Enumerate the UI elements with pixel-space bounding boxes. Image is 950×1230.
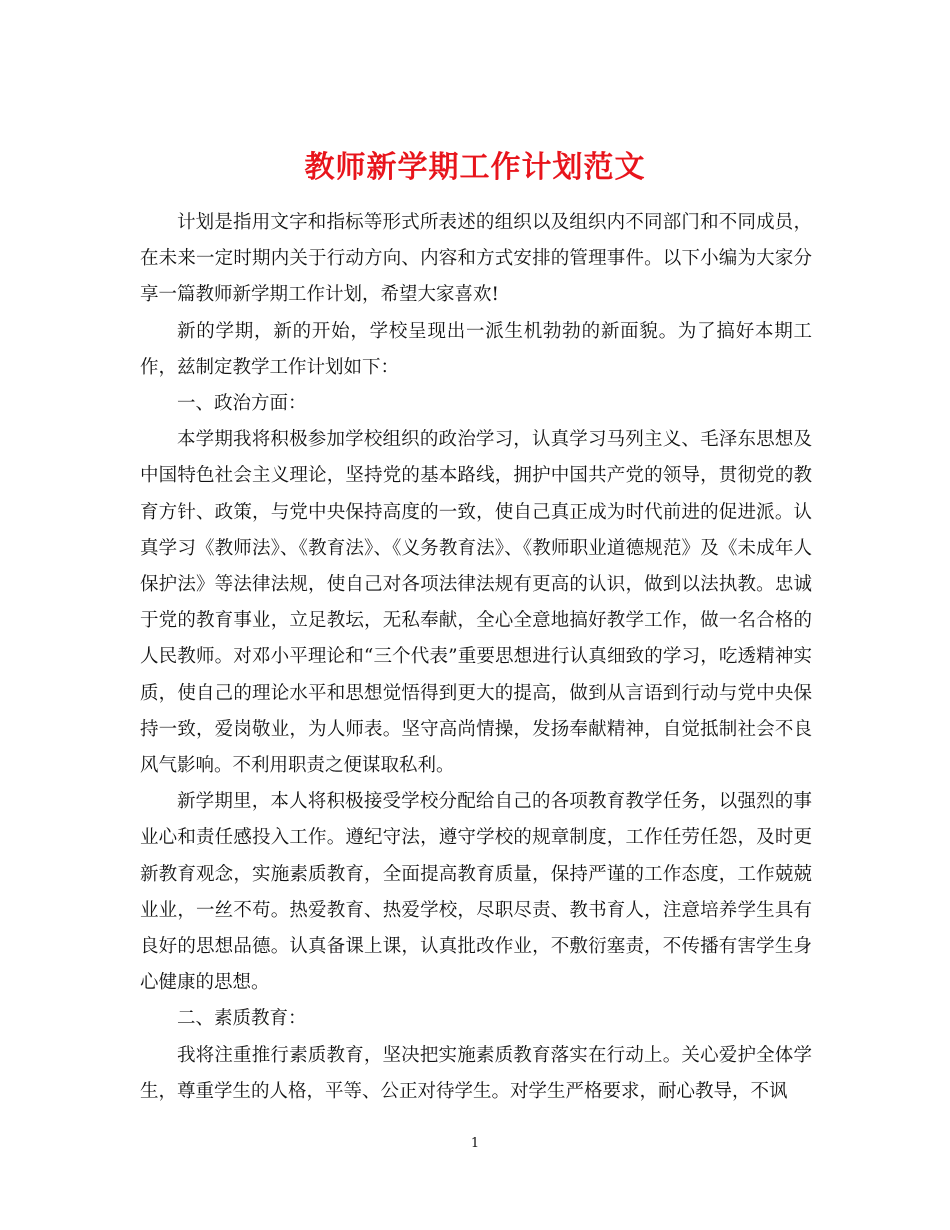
page-title: 教师新学期工作计划范文 xyxy=(304,150,646,186)
document-body xyxy=(140,205,812,1110)
paragraph-politics: 本学期我将积极参加学校组织的政治学习，认真学习马列主义、毛泽东思想及中国特色社会主义理论，坚持党的基本路线，拥护中国共产党的领导，贯彻党的教育方针、政策，与党中央保持高度的一致，使自己真正成为时代前进的促进派。认真学习《教师法》、《教育法》、《义务教育法》、《教师职业道德规范》及《未成年人保护法》等法律法规，使自己对各项法律法规有更高的认识，做到以法执教。忠诚于党的教育事业，立足教坛，无私奉献，全心全意地搞好教学工作，做一名合格的人民教师。对邓小平理论和“三个代表”重要思想进行认真细致的学习，吃透精神实质，使自己的理论水平和思想觉悟得到更大的提高，做到从言语到行动与党中央保持一致，爱岗敬业，为人师表。坚守高尚情操，发扬奉献精神，自觉抵制社会不良风气影响。不利用职责之便谋取私利。 xyxy=(140,429,812,777)
paragraph-quality-education: 我将注重推行素质教育，坚决把实施素质教育落实在行动上。关心爱护全体学生，尊重学生的人格，平等、公正对待学生。对学生严格要求，耐心教导，不讽 xyxy=(140,1044,812,1102)
paragraph-new-semester: 新的学期，新的开始，学校呈现出一派生机勃勃的新面貌。为了搞好本期工作，兹制定教学工作计划如下： xyxy=(140,320,812,378)
paragraph-intro: 计划是指用文字和指标等形式所表述的组织以及组织内不同部门和不同成员，在未来一定时期内关于行动方向、内容和方式安排的管理事件。以下小编为大家分享一篇教师新学期工作计划，希望大家喜欢! xyxy=(140,212,812,306)
page-number: 1 xyxy=(470,1136,480,1151)
section-heading-quality-education: 二、素质教育： xyxy=(177,1008,307,1030)
section-heading-politics: 一、政治方面： xyxy=(177,393,307,415)
paragraph-duties: 新学期里，本人将积极接受学校分配给自己的各项教育教学任务，以强烈的事业心和责任感投入工作。遵纪守法，遵守学校的规章制度，工作任劳任怨，及时更新教育观念，实施素质教育，全面提高教育质量，保持严谨的工作态度，工作兢兢业业，一丝不苟。热爱教育、热爱学校，尽职尽责、教书育人，注意培养学生具有良好的思想品德。认真备课上课，认真批改作业，不敷衍塞责，不传播有害学生身心健康的思想。 xyxy=(140,791,812,994)
